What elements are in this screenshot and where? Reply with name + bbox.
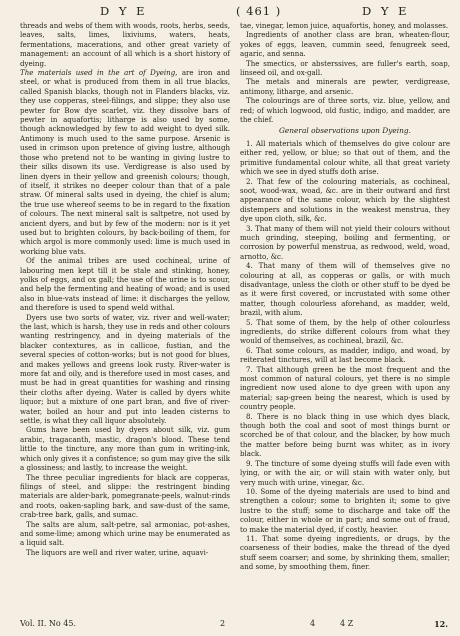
paragraph	[20, 548, 230, 557]
paragraph	[240, 318, 450, 346]
paragraph-text: 5. That some of them, by the help of other colourless ingredients, do strike different colours from what they would of themselves, as cochineal, brazil, &c.	[240, 317, 450, 346]
paragraph-text: 10. Some of the dyeing materials are used to bind and strengthen a colour; some to brighten it; some to give lustre to the stuff; some to discharge and take off the colour, either in whole or in part; and some out of fraud, to make the material dyed, if costly, heavier.	[240, 486, 450, 534]
paragraph	[240, 30, 450, 58]
paragraph	[20, 473, 230, 520]
paragraph-lead: The materials used in the art of Dyeing,	[20, 68, 178, 78]
page-footer	[14, 619, 448, 633]
paragraph	[240, 59, 450, 78]
signature-mark: 2	[220, 619, 226, 628]
paragraph	[240, 96, 450, 124]
paragraph-text: 4. That many of them will of themselves give no colouring at all, as copperas or galls, or with much disadvantage, unless the cloth or other stuff to be dyed be as it were first covered, or incrustated with some other matter, though colourless aforehand, as madder, weld, brazil, with alum.	[240, 261, 450, 318]
paragraph	[240, 139, 450, 177]
paragraph	[240, 487, 450, 534]
paragraph-text: 9. The tincture of some dyeing stuffs will fade even with lying, or with the air, or will stain with water only, but very much with urine, vinegar, &c.	[240, 458, 450, 487]
paragraph-text: Ingredients of another class are bran, wheaten-flour, yokes of eggs, leaven, cummin seed, fenugreek seed, agaric, and senna.	[240, 30, 450, 59]
paragraph	[20, 425, 230, 472]
signature-mark: 4 Z	[340, 619, 354, 628]
section-heading: General observations upon Dyeing.	[279, 126, 411, 136]
paragraph	[240, 177, 450, 224]
page-number-header: ( 461 )	[236, 4, 282, 18]
right-column	[240, 21, 450, 572]
paragraph-text: Of the animal tribes are used cochineal, urine of labouring men kept till it be stale and stinking, honey, yolks of eggs, and ox gall; the use of the urine is to scour, and help the fermenting and heating of woad; and is used also in blue-vats instead of lime: it discharges the yellow, and therefore is used to spend weld withal.	[20, 256, 230, 313]
paragraph-text: 11. That some dyeing ingredients, or drugs, by the coarseness of their bodies, make the thread of the dyed stuff seem coarser; and some, by shrinking them, smaller; and some, by smoothing them, finer.	[240, 533, 450, 572]
paragraph	[240, 346, 450, 365]
header-right: D Y E	[362, 4, 410, 18]
paragraph-text: 1. All materials which of themselves do give colour are either red, yellow, or blue; so that out of them, and the primitive fundamental colour white, all that great variety which we see in dyed stuffs doth arise.	[240, 138, 450, 177]
paragraph	[20, 68, 230, 256]
header-left: D Y E	[100, 4, 148, 18]
paragraph-text: 3. That many of them will not yield their colours without much grinding, steeping, boiling and fermenting, or corrosion by powerful menstrua, as redwood, weld, woad, arnotto, &c.	[240, 223, 450, 261]
signature-mark: 4	[310, 619, 316, 628]
paragraph	[240, 365, 450, 412]
paragraph-text: The liquors are well and river water, urine, aquavi-	[26, 547, 209, 557]
paragraph-text: The three peculiar ingredients for black are copperas, filings of steel, and slippe: the restringent binding materials are alder-bark, pomegranate-peels, walnut-rinds and roots, oaken-sapling bark, and saw-dust of the same, crab-tree bark, galls, and sumac.	[20, 472, 230, 520]
running-header	[14, 4, 450, 22]
paragraph-text: 7. That although green be the most frequent and the most common of natural colours, yet there is no simple ingredient now used alone to dye green with upon any material; sap-green being the nearest, which is used by country people.	[240, 364, 450, 412]
paragraph	[240, 534, 450, 572]
paragraph-text: Gums have been used by dyers about silk, viz. gum arabic, tragacanth, mastic, dragon's blood. These tend little to the tincture, any more than gum in writing-ink, which only gives it a confistence; so gum may give the silk a glossiness; and lastly, to increase the weight.	[20, 425, 230, 473]
paragraph-text: The metals and minerals are pewter, verdigrease, antimony, litharge, and arsenic.	[240, 77, 450, 96]
paragraph-text: threads and webs of them with woods, roots, herbs, seeds, leaves, salts, limes, lixiviums, waters, heats, fermentations, macerations, and other great variety of management: an account of all which is a short history of dyeing.	[20, 21, 230, 68]
paragraph	[240, 261, 450, 317]
paragraph	[240, 21, 450, 30]
paragraph-text: 8. There is no black thing in use which dyes black, though both the coal and soot of most things burnt or scorched be of that colour, and the blacker, by how much the matter before being burnt was whiter, as in ivory black.	[240, 411, 450, 459]
paragraph-text: Dyers use two sorts of water, viz. river and well-water; the last, which is harsh, they use in reds and other colours wanting restringency, and in dyeing materials of the blacker contextures, as in callicoe, fustian, and the several species of cotton-works; but is not good for blues, and makes yellows and greens look rusty. River-water is more fat and oily, and is therefore used in most cases, and must be had in great quantities for washing and rinsing their cloths after dyeing. Water is called by dyers white liquor; but a mixture of one part bran, and five of river-water, boiled an hour and put into leaden cisterns to settle, is what they call liquor absolutely.	[20, 312, 230, 426]
paragraph	[20, 520, 230, 548]
paragraph-text: 2. That few of the colouring materials, as cochineal, soot, wood-wax, woad, &c. are in their outward and first appearance of the same colour, which by the slightest distempers and solutions in the weakest menstrua, they dye upon cloth, silk, &c.	[240, 176, 450, 224]
paragraph-text: The salts are alum, salt-petre, sal armoniac, pot-ashes, and some-lime; among which urine may be enumerated as a liquid salt.	[20, 519, 230, 548]
paragraph	[20, 21, 230, 68]
paragraph-text: are iron and steel, or what is produced from them in all true blacks, called Spanish blacks, though not in Flanders blacks, viz. they use copperas, steel-filings, and slippe; they also use pewter for Bow dye scarlet, viz. they dissolve bars of pewter in aquafortis; litharge is also used by some, though acknowledged by few to add weight to dyed silk. Antimony is much used to the same purpose. Arsenic is used in crimson upon pretence of giving lustre, although those who pretend not to be wanting in giving lustre to their silks disown its use. Verdigrease is also used by linen dyers in their yellow and greenish colours; though, of itself, it strikes no deeper colour than that of a pale straw. Of mineral salts used in dyeing, the chief is alum; the true use whereof seems to be in regard to the fixation of colours. The next mineral salt is saltpetre, not used by ancient dyers, and but by few of the modern: nor is it yet used but to brighten colours, by back-boiling of them, for which argol is more commonly used: lime is much used in working blue vats.	[20, 68, 231, 256]
paragraph	[240, 412, 450, 459]
page-number-footer: 12.	[434, 619, 448, 629]
left-column	[20, 21, 230, 557]
paragraph-text: tae, vinegar, lemon juice, aquafortis, honey, and molasses.	[240, 21, 449, 30]
paragraph	[20, 313, 230, 426]
paragraph	[240, 77, 450, 96]
volume-label: Vol. II. No 45.	[20, 619, 76, 628]
paragraph-text: The smectics, or absterssives, are fuller's earth, soap, linseed oil, and ox-gall.	[240, 58, 450, 78]
paragraph	[240, 459, 450, 487]
paragraph	[240, 224, 450, 262]
paragraph-text: The colourings are of three sorts, viz. blue, yellow, and red; of which logwood, old fustic, indigo, and madder, are the chief.	[240, 96, 450, 125]
paragraph-text: 6. That some colours, as madder, indigo, and woad, by reiterated tinctures, will at last become black.	[240, 345, 450, 365]
paragraph	[20, 256, 230, 312]
